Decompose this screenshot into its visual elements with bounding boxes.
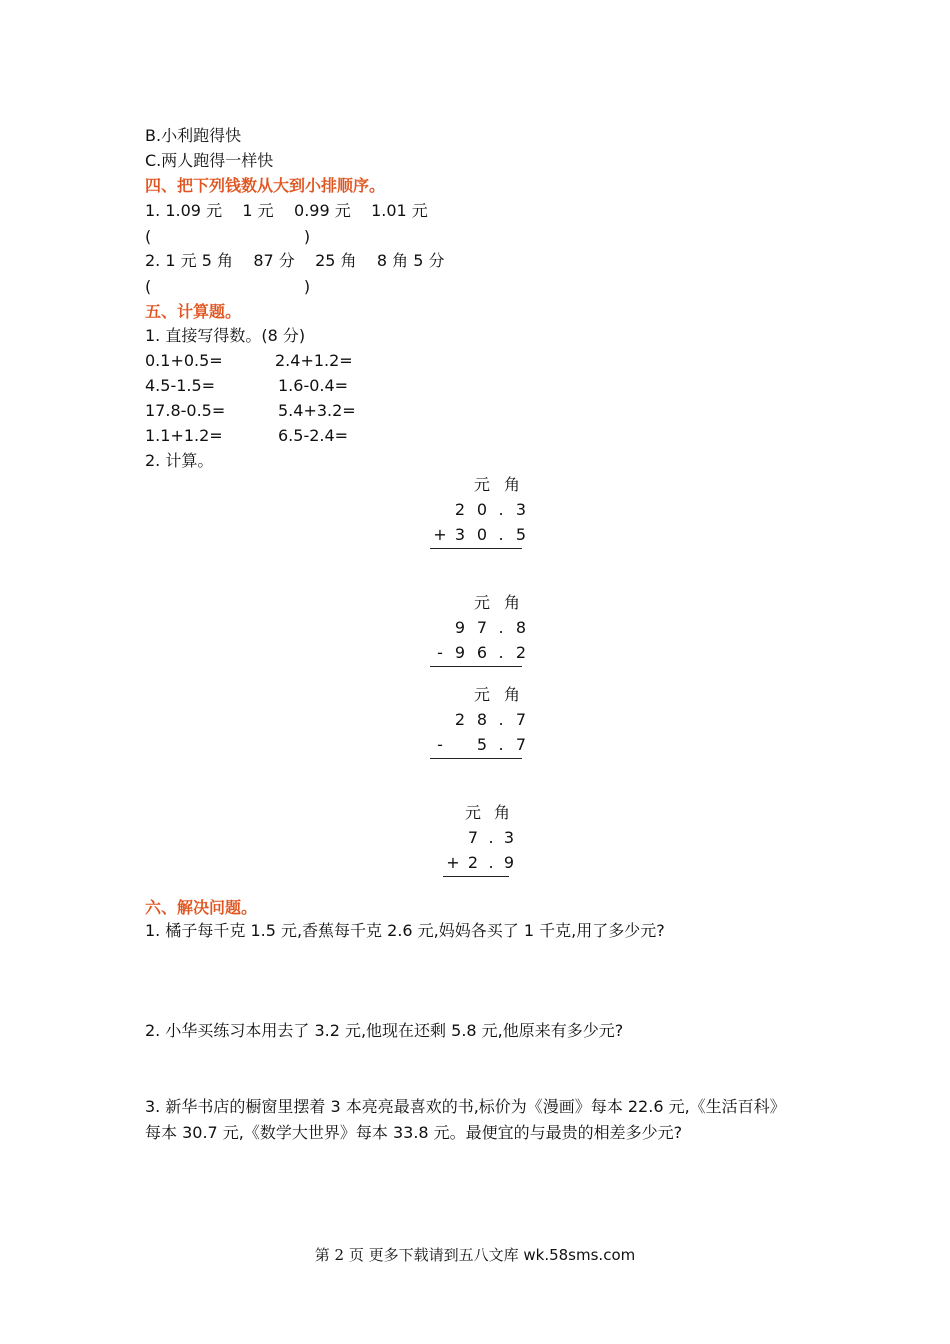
unit-jiao: 角 — [493, 803, 510, 822]
digit: 5 — [515, 525, 527, 544]
digit: 9 — [454, 618, 466, 637]
digit: 8 — [476, 710, 488, 729]
section4-heading: 四、把下列钱数从大到小排顺序。 — [145, 176, 386, 195]
decimal-point: . — [488, 828, 494, 847]
digit: 2 — [454, 710, 466, 729]
section5-sub1: 1. 直接写得数。(8 分) — [145, 326, 306, 345]
page-footer — [0, 1244, 950, 1265]
digit: 8 — [515, 618, 527, 637]
decimal-point: . — [498, 525, 504, 544]
section4-q1: 1. 1.09 元 1 元 0.99 元 1.01 元 — [145, 201, 428, 220]
digit: 9 — [503, 853, 515, 872]
digit: 0 — [476, 525, 488, 544]
sum-line — [430, 666, 522, 667]
mental-math-0-b: 2.4+1.2= — [275, 351, 353, 370]
section6-q2: 2. 小华买练习本用去了 3.2 元,他现在还剩 5.8 元,他原来有多少元? — [145, 1021, 624, 1040]
section4-q2: 2. 1 元 5 角 87 分 25 角 8 角 5 分 — [145, 251, 445, 270]
decimal-point: . — [498, 500, 504, 519]
digit: 7 — [515, 710, 527, 729]
unit-yuan: 元 — [473, 475, 490, 494]
digit: 3 — [503, 828, 515, 847]
digit: 6 — [476, 643, 488, 662]
operator: + — [446, 853, 460, 872]
mental-math-3-b: 6.5-2.4= — [278, 426, 349, 445]
sum-line — [443, 876, 509, 877]
digit: 2 — [515, 643, 527, 662]
mental-math-1-b: 1.6-0.4= — [278, 376, 349, 395]
digit: 7 — [467, 828, 479, 847]
mental-math-3-a: 1.1+1.2= — [145, 426, 223, 445]
section6-heading: 六、解决问题。 — [145, 898, 258, 917]
sum-line — [430, 548, 522, 549]
operator: + — [433, 525, 447, 544]
digit: 7 — [476, 618, 488, 637]
mental-math-2-b: 5.4+3.2= — [278, 401, 356, 420]
mental-math-2-a: 17.8-0.5= — [145, 401, 226, 420]
unit-jiao: 角 — [503, 593, 520, 612]
section5-heading: 五、计算题。 — [145, 302, 242, 321]
unit-jiao: 角 — [503, 475, 520, 494]
mental-math-0-a: 0.1+0.5= — [145, 351, 223, 370]
decimal-point: . — [498, 710, 504, 729]
unit-yuan: 元 — [464, 803, 481, 822]
option-c: C.两人跑得一样快 — [145, 151, 274, 170]
section6-q3-line1: 3. 新华书店的橱窗里摆着 3 本亮亮最喜欢的书,标价为《漫画》每本 22.6 元,《生活百科》 — [145, 1097, 786, 1116]
digit: 7 — [515, 735, 527, 754]
unit-yuan: 元 — [473, 593, 490, 612]
operator: - — [437, 735, 443, 754]
decimal-point: . — [498, 735, 504, 754]
digit: 5 — [476, 735, 488, 754]
section6-q3-line2: 每本 30.7 元,《数学大世界》每本 33.8 元。最便宜的与最贵的相差多少元? — [145, 1123, 683, 1142]
digit: 3 — [515, 500, 527, 519]
mental-math-1-a: 4.5-1.5= — [145, 376, 216, 395]
unit-yuan: 元 — [473, 685, 490, 704]
unit-jiao: 角 — [503, 685, 520, 704]
decimal-point: . — [498, 643, 504, 662]
section5-sub2: 2. 计算。 — [145, 451, 214, 470]
digit: 2 — [454, 500, 466, 519]
footer-site-link[interactable]: wk.58sms.com — [523, 1246, 636, 1264]
sum-line — [430, 758, 522, 759]
footer-text: 第 2 页 更多下载请到五八文库 — [314, 1246, 524, 1264]
section6-q1: 1. 橘子每千克 1.5 元,香蕉每千克 2.6 元,妈妈各买了 1 千克,用了多少元? — [145, 921, 665, 940]
decimal-point: . — [498, 618, 504, 637]
option-b: B.小利跑得快 — [145, 126, 242, 145]
decimal-point: . — [488, 853, 494, 872]
operator: - — [437, 643, 443, 662]
section4-q1-answer-blank: ( ) — [145, 227, 311, 246]
digit: 9 — [454, 643, 466, 662]
section4-q2-answer-blank: ( ) — [145, 277, 311, 296]
digit: 3 — [454, 525, 466, 544]
digit: 2 — [467, 853, 479, 872]
digit: 0 — [476, 500, 488, 519]
